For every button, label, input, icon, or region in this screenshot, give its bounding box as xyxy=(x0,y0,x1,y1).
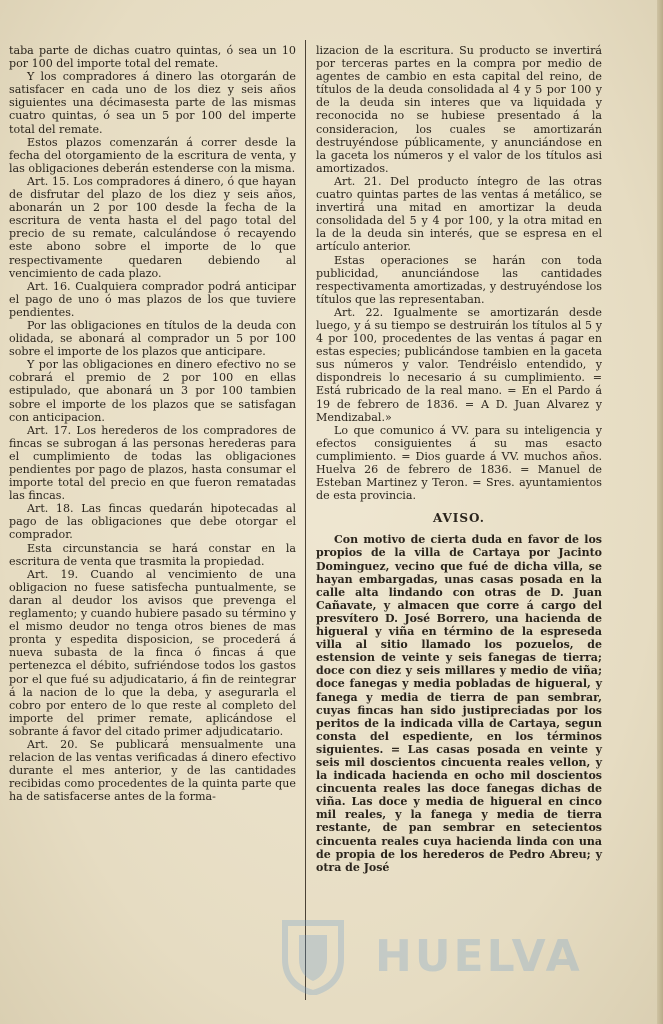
paragraph: Art. 16. Cualquiera comprador podrá anticipar el pago de uno ó mas plazos de los que tuviere pendientes. xyxy=(9,279,296,319)
paragraph: Y los compradores á dinero las otorgarán de satisfacer en cada uno de los diez y seis años siguientes una décimasesta parte de las mismas cuatro quintas, ó sea un 5 por 100 del imperte total del remate. xyxy=(9,70,296,136)
left-column xyxy=(9,44,296,803)
paragraph: Art. 20. Se publicará mensualmente una relacion de las ventas verificadas á dinero efectivo durante el mes anterior, y de las cantidades recibidas como procedentes de la quinta parte que ha de satisfacerse antes de la forma- xyxy=(9,737,296,804)
watermark-text: HUELVA xyxy=(375,931,583,982)
paragraph: Y por las obligaciones en dinero efectivo no se cobrará el premio de 2 por 100 en ellas estipulado, que abonará un 3 por 100 tambien sobre el importe de los plazos que se satisfagan con anticipacion. xyxy=(9,358,296,424)
aviso-paragraph: Con motivo de cierta duda en favor de los propios de la villa de Cartaya por Jacinto Dominguez, vecino que fué de dicha villa, se hayan embargadas, unas casas posada en la calle alta lindando con otras de D. Juan Cañavate, y almacen que corre á cargo del presvítero D. José Borrero, una hacienda de higueral y viña en término de la espreseda villa al sitio llamado los pozuelos, de estension de veinte y seis fanegas de tierra; doce con diez y seis millares y medio de viña; doce fanegas y media pobladas de higueral, y fanega y media de tierra de pan sembrar, cuyas fincas han sido justipreciadas por los peritos de la indicada villa de Cartaya, segun consta del espediente, en los términos siguientes. = Las casas posada en veinte y seis mil doscientos cincuenta reales vellon, y la indicada hacienda en ocho mil doscientos cincuenta reales las doce fanegas dichas de viña. Las doce y media de higueral en cinco mil reales, y la fanega y media de tierra restante, de pan sembrar en setecientos cincuenta reales cuya hacienda linda con una de propia de los herederos de Pedro Abreu; y otra de José xyxy=(316,533,602,874)
paragraph: Art. 17. Los herederos de los compradores de fincas se subrogan á las personas herederas para el cumplimiento de todas las obligaciones pendientes por pago de plazos, hasta consumar el importe total del precio en que fueron rematadas las fincas. xyxy=(9,423,296,503)
paragraph: Por las obligaciones en títulos de la deuda con olidada, se abonará al comprador un 5 por 100 sobre el importe de los plazos que anticipare. xyxy=(9,318,296,359)
paragraph: Art. 22. Igualmente se amortizarán desde luego, y á su tiempo se destruirán los títulos al 5 y 4 por 100, procedentes de las ventas á pagar en estas especies; publicándose tambien en la gaceta sus números y valor. Tendréislo entendido, y dispondreis lo necesario á su cumplimiento. = Está rubricado de la real mano. = En el Pardo á 19 de febrero de 1836. = A D. Juan Alvarez y Mendizabal.» xyxy=(316,305,602,424)
watermark xyxy=(255,915,595,995)
right-column-decree xyxy=(316,44,602,502)
paragraph: Art. 21. Del producto íntegro de las otras cuatro quintas partes de las ventas á metálico, se invertirá una mitad en amortizar la deuda consolidada del 5 y 4 por 100, y la otra mitad en la de la deuda sin interés, que se espresa en el artículo anterior. xyxy=(316,174,602,254)
paragraph: lizacion de la escritura. Su producto se invertirá por terceras partes en la compra por medio de agentes de cambio en esta capital del reino, de títulos de la deuda consolidada al 4 y 5 por 100 y de la deuda sin interes que va liquidada y reconocida no se hubiese presentado á la consideracion, los cuales se amortizarán destruyéndose públicamente, y anunciándose en la gaceta los números y el valor de los títulos asi amortizados. xyxy=(316,44,602,175)
paragraph: Art. 18. Las fincas quedarán hipotecadas al pago de las obligaciones que debe otorgar el comprador. xyxy=(9,502,296,542)
right-column xyxy=(316,44,602,874)
paragraph: Lo que comunico á VV. para su inteligencia y efectos consiguientes á su mas esacto cumplimiento. = Dios guarde á VV. muchos años. Huelva 26 de febrero de 1836. = Manuel de Esteban Martinez y Teron. = Sres. ayuntamientos de esta provincia. xyxy=(316,423,602,503)
page-edge xyxy=(657,0,663,1024)
aviso-heading: AVISO. xyxy=(433,511,485,526)
paragraph: taba parte de dichas cuatro quintas, ó sea un 10 por 100 del importe total del remate. xyxy=(9,44,296,71)
paragraph: Art. 19. Cuando al vencimiento de una obligacion no fuese satisfecha puntualmente, se daran al deudor los avisos que prevenga el reglamento; y cuando hubiere pasado su término y el mismo deudor no tenga otros bienes de mas pronta y espedita disposicion, se procederá á nueva subasta de la finca ó fincas á que pertenezca el débito, sufriéndose todos los gastos por el que fué su adjudicatario, á fin de reintegrar á la nacion de lo que la deba, y asegurarla el cobro por entero de lo que reste al completo del importe del primer remate, aplicándose el sobrante á favor del citado primer adjudicatario. xyxy=(9,567,296,738)
column-divider xyxy=(305,40,306,1000)
paragraph: Estas operaciones se harán con toda publicidad, anunciándose las cantidades respectivamenta amortizadas, y destruyéndose los títulos que las representaban. xyxy=(316,253,602,306)
coat-of-arms-icon xyxy=(265,915,361,995)
paragraph: Estos plazos comenzarán á correr desde la fecha del otorgamiento de la escritura de venta, y las obligaciones deberán estenderse con la misma. xyxy=(9,135,296,175)
paragraph: Art. 15. Los compradores á dinero, ó que hayan de disfrutar del plazo de los diez y seis años, abonarán un 2 por 100 desde la fecha de la escritura de venta hasta el del pago total del precio de su remate, calculándose ó recayendo este abono sobre el importe de lo que respectivamente quedaren debiendo al vencimiento de cada plazo. xyxy=(9,174,296,280)
paragraph: Esta circunstancia se hará constar en la escritura de venta que trasmita la propiedad. xyxy=(9,541,296,568)
